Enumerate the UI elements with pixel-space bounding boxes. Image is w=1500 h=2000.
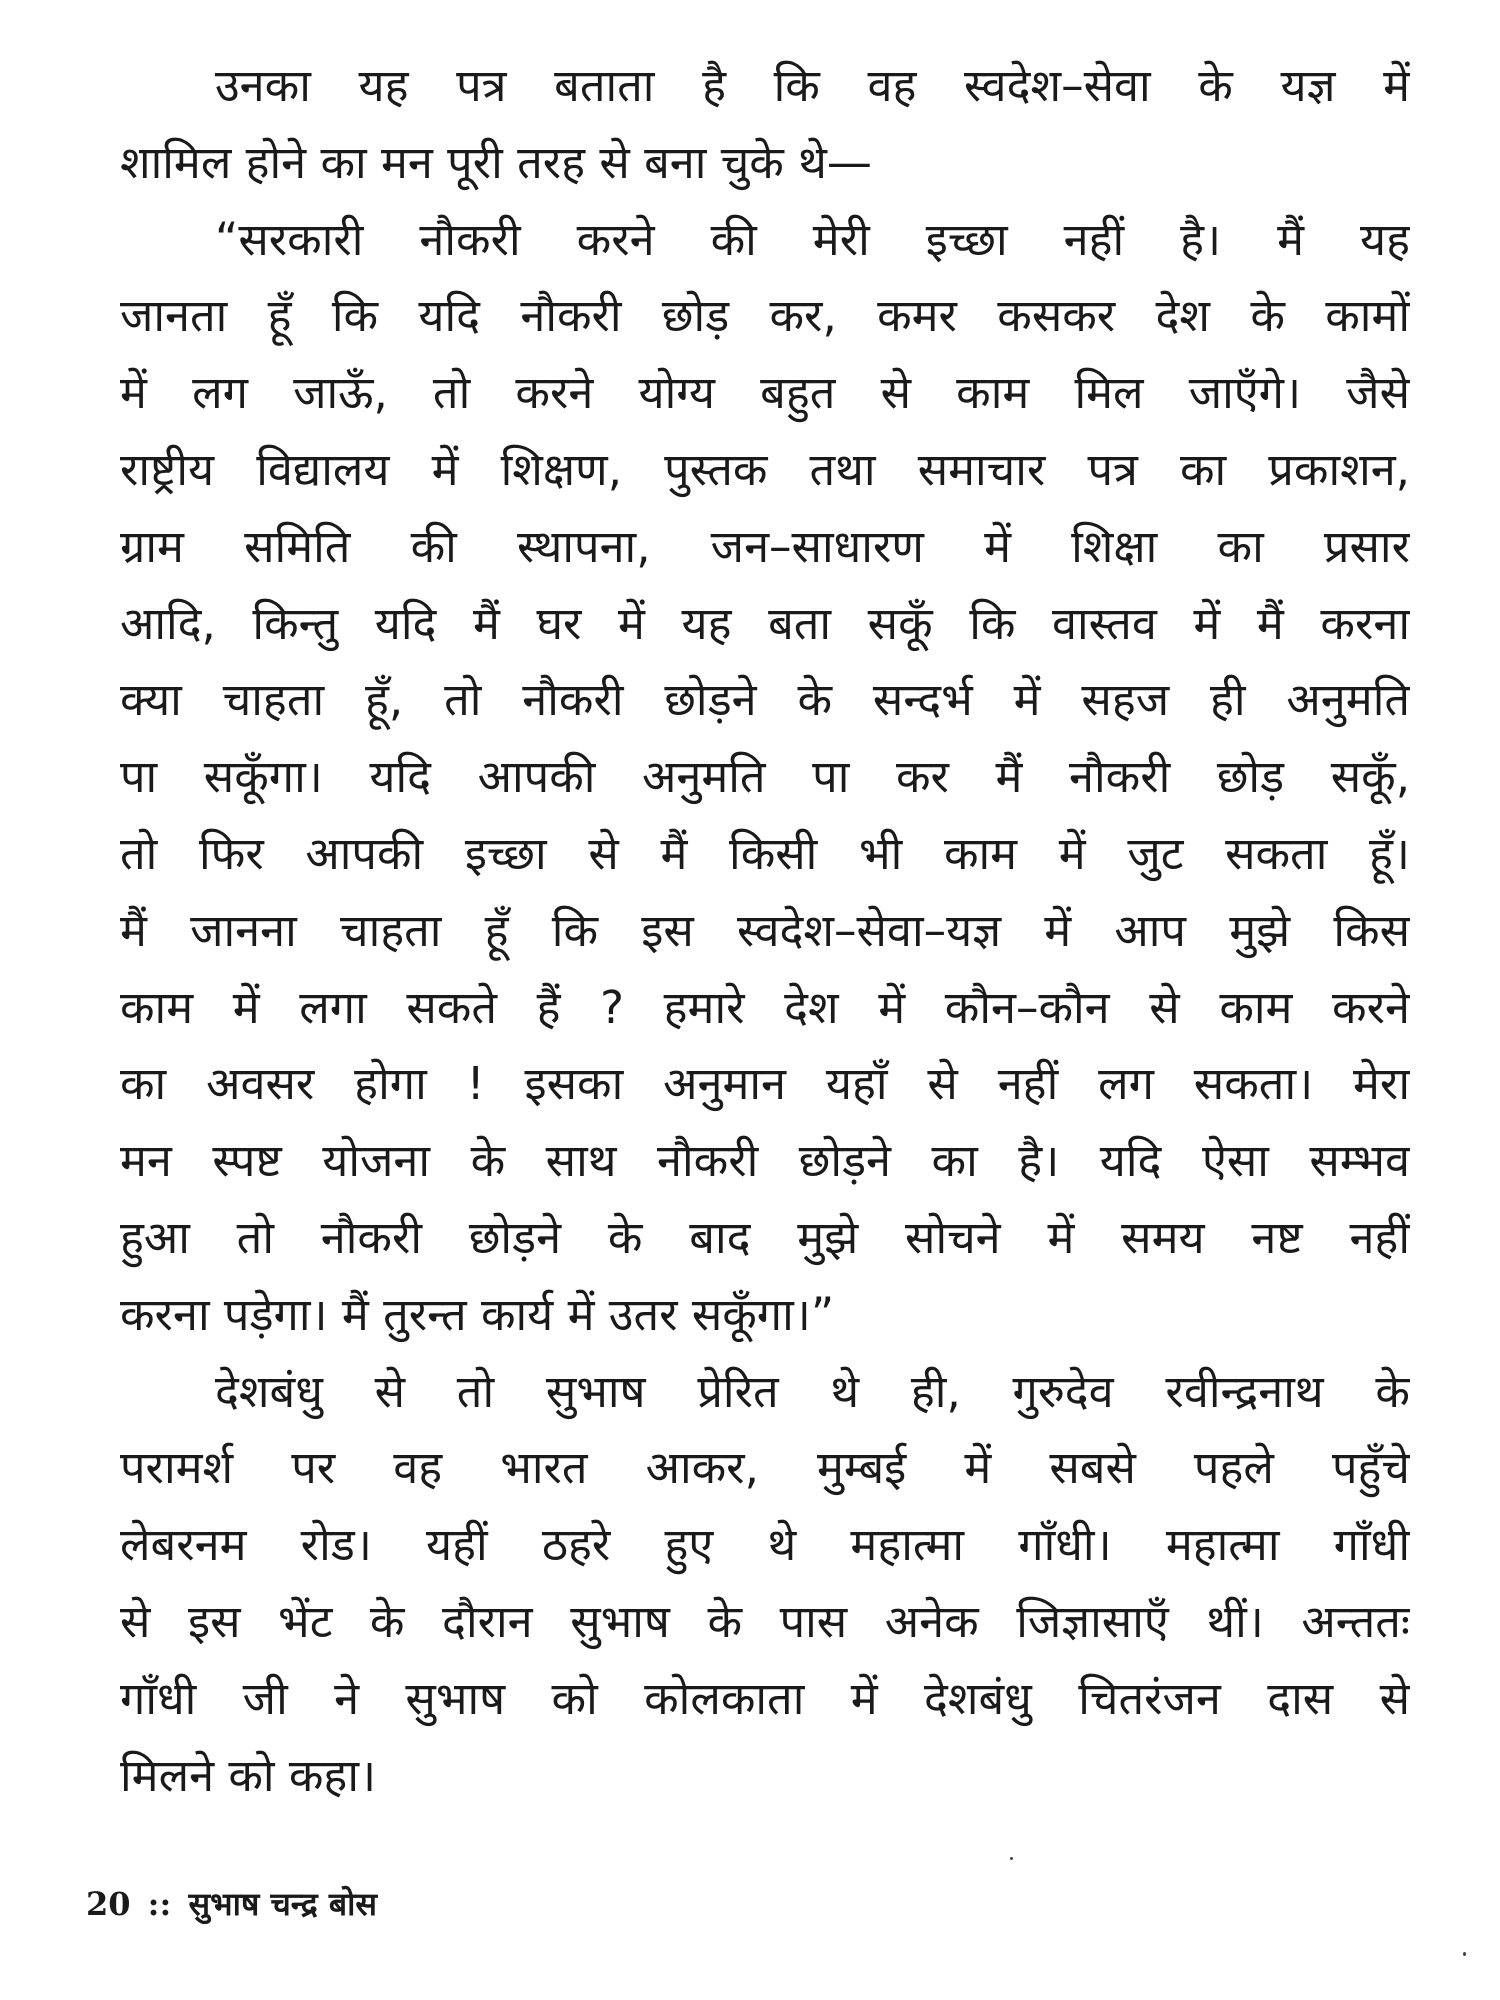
text-line: उनका यह पत्र बताता है कि वह स्वदेश–सेवा के यज्ञ में	[215, 59, 1410, 112]
text-line: राष्ट्रीय विद्यालय में शिक्षण, पुस्तक तथा समाचार पत्र का प्रकाशन,	[120, 442, 1410, 496]
page-number: 20	[86, 1885, 131, 1923]
text-line: आदि, किन्तु यदि मैं घर में यह बता सकूँ कि वास्तव में मैं करना	[120, 596, 1410, 650]
scan-speck	[1010, 1857, 1013, 1860]
text-line: पा सकूँगा। यदि आपकी अनुमति पा कर मैं नौकरी छोड़ सकूँ,	[120, 750, 1410, 804]
text-line: शामिल होने का मन पूरी तरह से बना चुके थे—	[120, 135, 872, 189]
text-line: करना पड़ेगा। मैं तुरन्त कार्य में उतर सकूँगा।”	[120, 1287, 835, 1341]
text-line: परामर्श पर वह भारत आकर, मुम्बई में सबसे पहले पहुँचे	[120, 1441, 1410, 1495]
text-line: ग्राम समिति की स्थापना, जन–साधारण में शिक्षा का प्रसार	[120, 519, 1410, 573]
footer-separator: ::	[147, 1885, 172, 1923]
page-footer	[86, 1882, 377, 1925]
text-line: का अवसर होगा ! इसका अनुमान यहाँ से नहीं लग सकता। मेरा	[120, 1057, 1410, 1111]
scan-speck	[1463, 1952, 1466, 1956]
book-title: सुभाष चन्द्र बोस	[188, 1885, 378, 1923]
text-line: मिलने को कहा।	[120, 1748, 377, 1802]
text-line: मन स्पष्ट योजना के साथ नौकरी छोड़ने का है। यदि ऐसा सम्भव	[120, 1134, 1410, 1188]
text-line: जानता हूँ कि यदि नौकरी छोड़ कर, कमर कसकर देश के कामों	[120, 289, 1410, 343]
text-line: तो फिर आपकी इच्छा से मैं किसी भी काम में जुट सकता हूँ।	[120, 826, 1410, 880]
text-line: काम में लगा सकते हैं ? हमारे देश में कौन–कौन से काम करने	[120, 980, 1410, 1034]
text-line: में लग जाऊँ, तो करने योग्य बहुत से काम मिल जाएँगे। जैसे	[120, 366, 1410, 420]
text-line: हुआ तो नौकरी छोड़ने के बाद मुझे सोचने में समय नष्ट नहीं	[120, 1210, 1410, 1264]
body-text	[120, 48, 1410, 1814]
text-line: देशबंधु से तो सुभाष प्रेरित थे ही, गुरुदेव रवीन्द्रनाथ के	[215, 1364, 1410, 1418]
text-line: गाँधी जी ने सुभाष को कोलकाता में देशबंधु चितरंजन दास से	[120, 1671, 1410, 1725]
text-line: लेबरनम रोड। यहीं ठहरे हुए थे महात्मा गाँधी। महात्मा गाँधी	[120, 1518, 1410, 1572]
text-line: से इस भेंट के दौरान सुभाष के पास अनेक जिज्ञासाएँ थीं। अन्ततः	[120, 1594, 1410, 1648]
text-line: क्या चाहता हूँ, तो नौकरी छोड़ने के सन्दर्भ में सहज ही अनुमति	[120, 673, 1410, 727]
text-line: मैं जानना चाहता हूँ कि इस स्वदेश–सेवा–यज्ञ में आप मुझे किस	[120, 903, 1410, 957]
text-line: “सरकारी नौकरी करने की मेरी इच्छा नहीं है। मैं यह	[215, 212, 1410, 266]
